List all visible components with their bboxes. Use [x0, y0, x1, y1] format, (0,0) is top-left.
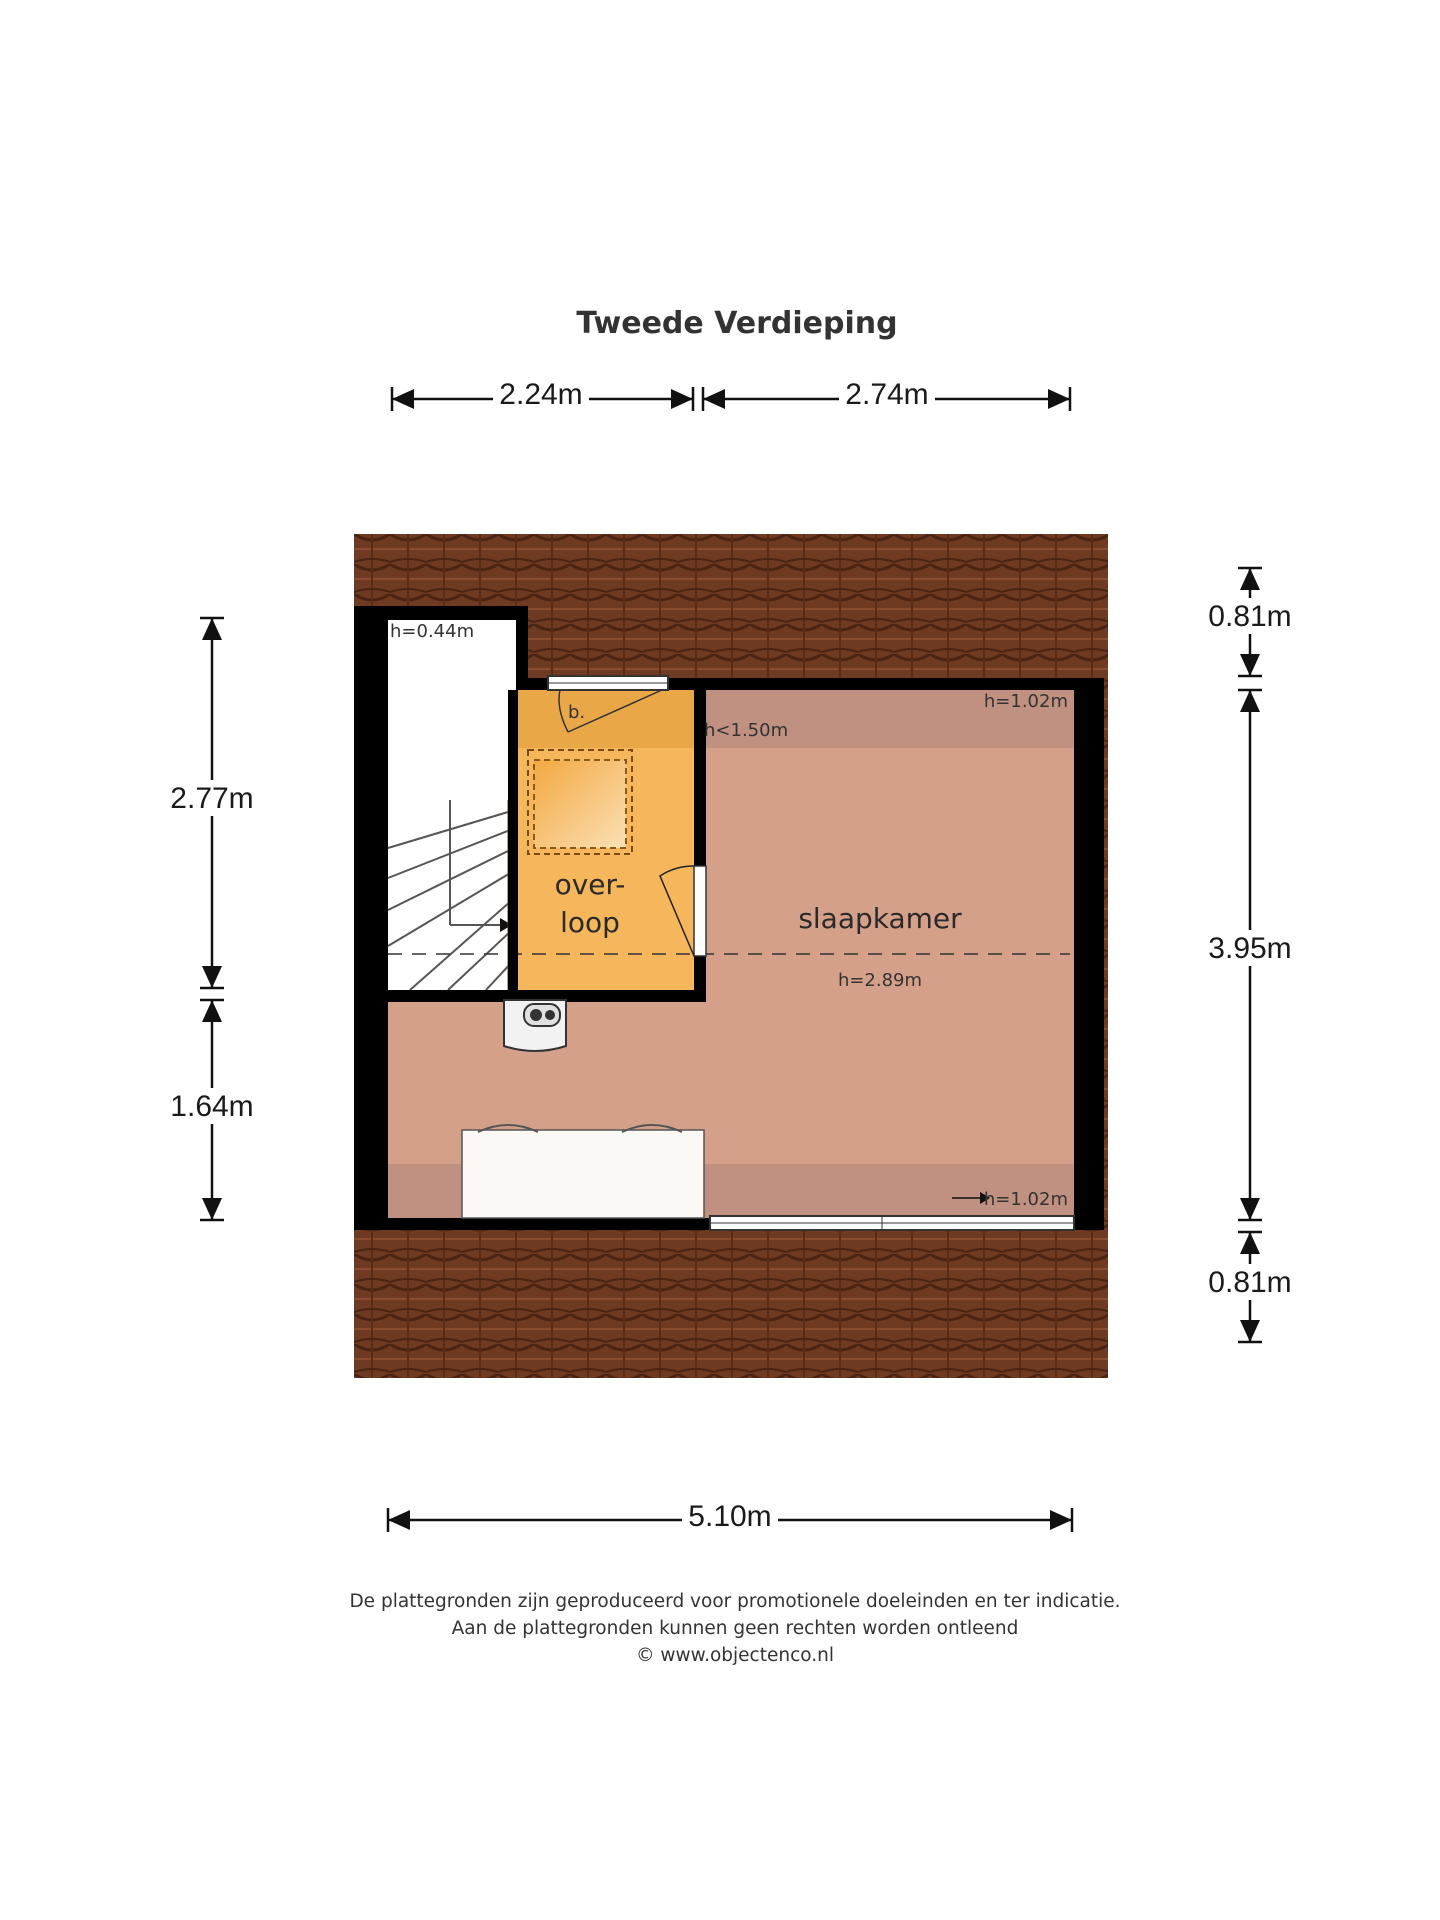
height-label-bedroom-center: h=2.89m	[837, 970, 923, 991]
height-label-bedroom-top: h=1.02m	[983, 691, 1068, 712]
dimension-top-left	[392, 378, 693, 414]
boiler-unit	[504, 1000, 566, 1051]
dim-label-left-upper: 2.77m	[170, 782, 254, 815]
dim-label-top-left: 2.24m	[499, 378, 583, 411]
room-label-bedroom: slaapkamer	[798, 902, 962, 935]
stair-void	[388, 620, 516, 800]
copyright-line: © www.objectenco.nl	[636, 1645, 834, 1666]
height-label-stair-void: h=0.44m	[390, 621, 475, 642]
dim-label-top-right: 2.74m	[845, 378, 929, 411]
dimension-top-right	[703, 378, 1070, 414]
dimension-right-bottom	[1202, 1232, 1298, 1342]
room-label-landing-1: over-	[554, 868, 626, 901]
page-title: Tweede Verdieping	[576, 306, 898, 341]
room-label-landing-2: loop	[560, 906, 620, 939]
dimension-left-upper	[164, 618, 260, 988]
disclaimer-line-2: Aan de plattegronden kunnen geen rechten worden ontleend	[451, 1618, 1019, 1639]
dimension-bottom	[388, 1500, 1072, 1536]
landing-sloped-top	[516, 690, 700, 748]
attic-trapdoor	[534, 760, 626, 848]
dim-label-left-lower: 1.64m	[170, 1090, 254, 1123]
dim-label-right-top: 0.81m	[1208, 600, 1292, 633]
dimension-right-top	[1202, 568, 1298, 676]
dimension-right-middle	[1202, 690, 1298, 1220]
dim-label-right-bottom: 0.81m	[1208, 1266, 1292, 1299]
dim-label-right-middle: 3.95m	[1208, 932, 1292, 965]
height-label-landing: h<1.50m	[704, 720, 789, 741]
cupboard-label: b.	[568, 702, 586, 723]
bed	[462, 1130, 704, 1218]
height-label-bedroom-bottom: h=1.02m	[983, 1189, 1068, 1210]
dimension-left-lower	[164, 1000, 260, 1220]
dim-label-bottom: 5.10m	[688, 1500, 772, 1533]
disclaimer-line-1: De plattegronden zijn geproduceerd voor promotionele doeleinden en ter indicatie.	[349, 1591, 1121, 1612]
bedroom-door	[694, 866, 706, 956]
